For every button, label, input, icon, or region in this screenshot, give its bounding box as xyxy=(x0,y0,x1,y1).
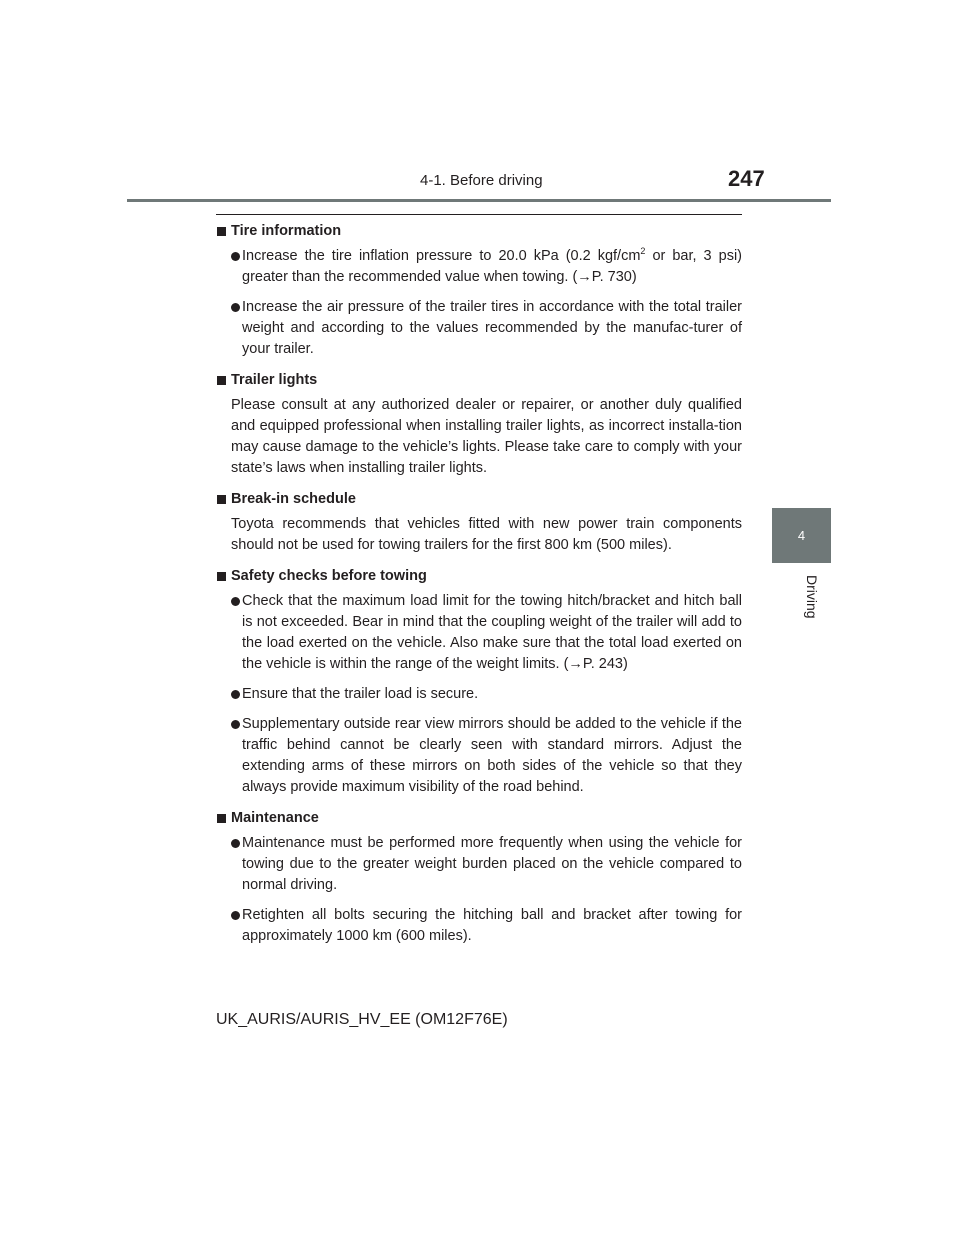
round-bullet-icon xyxy=(231,720,240,729)
section-heading xyxy=(216,370,742,391)
section-maintenance xyxy=(216,808,742,947)
section-break-in-schedule xyxy=(216,489,742,556)
main-content xyxy=(216,221,742,957)
list-item xyxy=(216,905,742,947)
list-item xyxy=(216,714,742,798)
square-bullet-icon xyxy=(217,814,226,823)
round-bullet-icon xyxy=(231,303,240,312)
content-divider xyxy=(216,214,742,215)
chapter-label: Driving xyxy=(804,575,820,619)
list-item-text: Ensure that the trailer load is secure. xyxy=(242,686,479,702)
section-title: 4-1. Before driving xyxy=(420,172,543,189)
section-safety-checks xyxy=(216,566,742,798)
section-heading xyxy=(216,566,742,587)
section-heading-text: Maintenance xyxy=(231,810,319,826)
list-item-text: Maintenance must be performed more frequently when using the vehicle for towing due to the greater weight burden placed on the vehicle compared to normal driving. xyxy=(242,835,742,893)
round-bullet-icon xyxy=(231,252,240,261)
round-bullet-icon xyxy=(231,911,240,920)
footer-model-code: UK_AURIS/AURIS_HV_EE (OM12F76E) xyxy=(216,1011,508,1028)
list-item-text: Retighten all bolts securing the hitching ball and bracket after towing for approximately 1000 km (600 miles). xyxy=(242,907,742,944)
list-item-text: Increase the tire inflation pressure to 20.0 kPa (0.2 kgf/$cm^2$ or bar, 3 psi) greater than the recommended value when towing. (→P. 730) xyxy=(242,246,742,285)
square-bullet-icon xyxy=(217,572,226,581)
section-heading xyxy=(216,808,742,829)
section-tire-information xyxy=(216,221,742,360)
page-number: 247 xyxy=(728,166,765,191)
list-item-text: Increase the air pressure of the trailer tires in accordance with the total trailer weight and according to the values recommended by the manufac-turer of your trailer. xyxy=(242,299,742,357)
section-heading xyxy=(216,489,742,510)
list-item xyxy=(216,246,742,288)
section-heading xyxy=(216,221,742,242)
list-item xyxy=(216,297,742,360)
chapter-tab: 4 xyxy=(772,508,831,563)
square-bullet-icon xyxy=(217,376,226,385)
section-heading-text: Trailer lights xyxy=(231,372,318,388)
list-item xyxy=(216,684,742,705)
list-item xyxy=(216,591,742,675)
section-heading-text: Tire information xyxy=(231,223,342,239)
round-bullet-icon xyxy=(231,839,240,848)
paragraph: Toyota recommends that vehicles fitted with new power train components should not be used for towing trailers for the first 800 km (500 miles). xyxy=(231,516,742,553)
superscript: 2 xyxy=(640,246,646,256)
list-item-text: Check that the maximum load limit for the towing hitch/bracket and hitch ball is not exceeded. Bear in mind that the coupling weight of the trailer will add to the load exerted on the vehicle. Also make sure that the total load exerted on the vehicle is within the range of the weight limits. (→P. 243) xyxy=(242,593,742,672)
list-item xyxy=(216,833,742,896)
square-bullet-icon xyxy=(217,227,226,236)
paragraph: Please consult at any authorized dealer or repairer, or another duly qualified and equipped professional when installing trailer lights, as incorrect installa-tion may cause damage to the vehicle’s lights. Please take care to comply with your state’s laws when installing trailer lights. xyxy=(231,397,742,476)
square-bullet-icon xyxy=(217,495,226,504)
section-heading-text: Break-in schedule xyxy=(231,491,356,507)
round-bullet-icon xyxy=(231,597,240,606)
section-trailer-lights xyxy=(216,370,742,479)
list-item-text: Supplementary outside rear view mirrors should be added to the vehicle if the traffic behind cannot be clearly seen with standard mirrors. Adjust the extending arms of these mirrors on both sides of the vehicle so that they always provide maximum visibility of the road behind. xyxy=(242,716,742,795)
header-divider xyxy=(127,199,831,202)
round-bullet-icon xyxy=(231,690,240,699)
section-heading-text: Safety checks before towing xyxy=(231,568,427,584)
